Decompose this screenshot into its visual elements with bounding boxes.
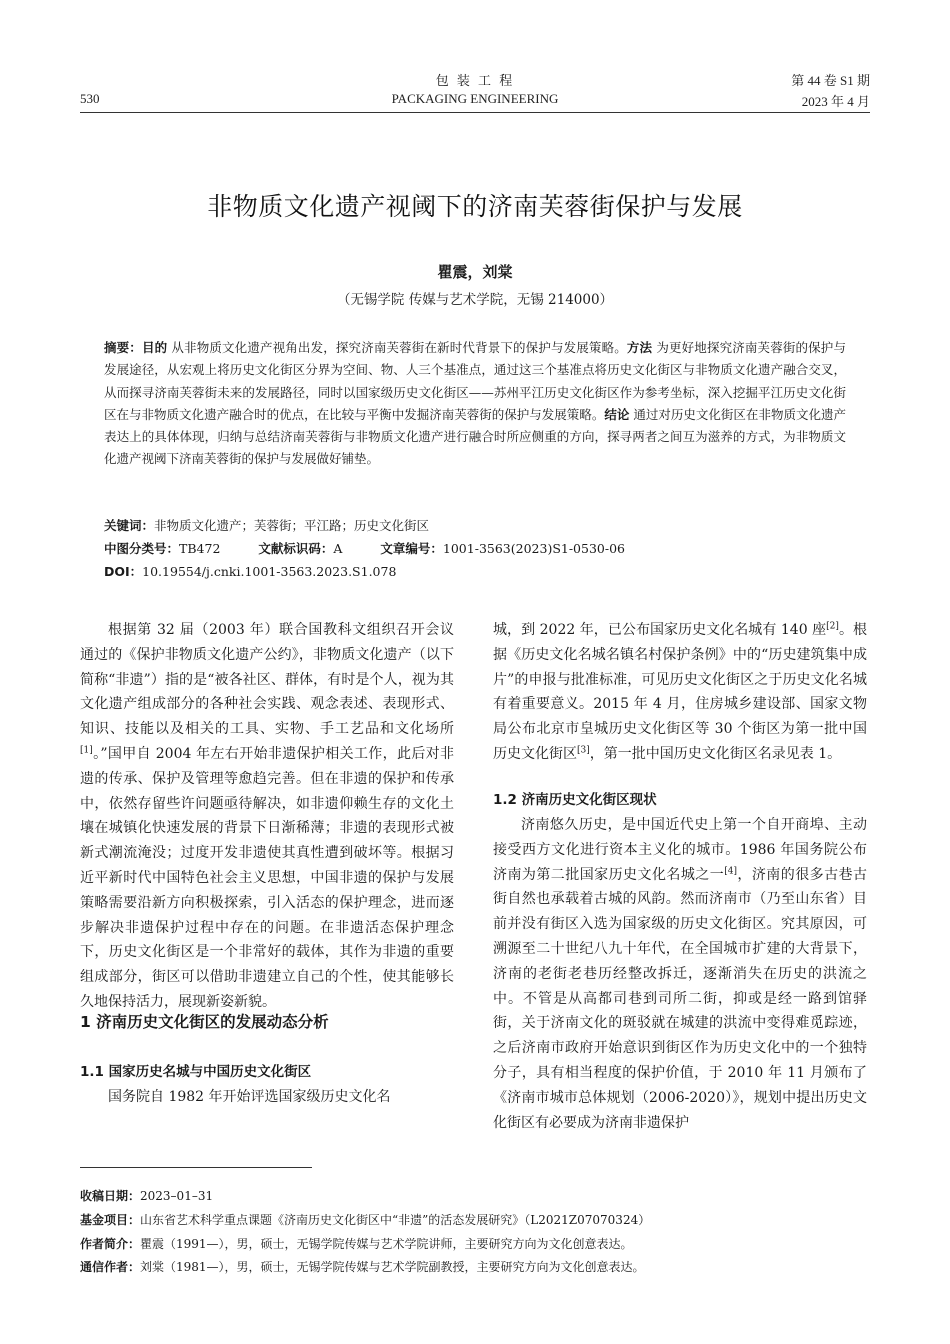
footnote-text: 瞿震（1991—），男，硕士，无锡学院传媒与艺术学院讲师，主要研究方向为文化创意表达。 xyxy=(140,1237,633,1251)
article-no-label: 文章编号： xyxy=(380,541,443,556)
doi xyxy=(104,562,846,582)
article-title: 非物质文化遗产视阈下的济南芙蓉街保护与发展 xyxy=(207,192,743,221)
footnote-corresponding xyxy=(80,1256,870,1278)
volume-issue: 第 44 卷 S1 期 xyxy=(791,73,870,88)
paragraph xyxy=(80,618,454,1015)
citation: [2] xyxy=(826,621,839,632)
subsection-heading: 1.1 国家历史名城与中国历史文化街区 xyxy=(80,1064,312,1080)
footnote-label: 作者简介： xyxy=(80,1237,141,1251)
page-number: 530 xyxy=(80,91,100,106)
journal-name-en: PACKAGING ENGINEERING xyxy=(391,91,559,106)
article-authors: 瞿震，刘棠 xyxy=(437,263,513,281)
subsection-heading: 1.2 济南历史文化街区现状 xyxy=(493,792,657,808)
journal-name-cn: 包 装 工 程 xyxy=(435,74,515,89)
body-left-column-cont xyxy=(80,1085,454,1110)
paragraph-text: 。”国甲自 2004 年左右开始非遗保护相关工作，此后对非遗的传承、保护及管理等愈趋完善。但在非遗的保护和传承中，依然存留些许问题亟待解决，如非遗仰赖生存的文化土壤在城镇化快速发展的背景下日渐稀薄；非遗的表现形式被新式潮流淹没；过度开发非遗使其真性遭到破坏等。根据习近平新时代中国特色社会主义思想，中国非遗的保护与发展策略需要沿新方向积极探索，引入活态的保护理念，进而逐步解决非遗保护过程中存在的问题。在非遗活态保护理念下，历史文化街区是一个非常好的载体，其作为非遗的重要组成部分，街区可以借助非遗建立自己的个性，使其能够长久地保持活力，展现新姿新貌。 xyxy=(80,745,454,1010)
doc-code-value: A xyxy=(333,541,343,556)
footnote-label: 通信作者： xyxy=(80,1260,141,1274)
abstract-method-label: 方法 xyxy=(626,340,653,355)
citation: [4] xyxy=(724,865,737,876)
paragraph xyxy=(493,618,867,767)
footnote-label: 收稿日期： xyxy=(80,1189,141,1203)
paragraph: 国务院自 1982 年开始评选国家级历史文化名 xyxy=(108,1089,391,1105)
section-heading: 1 济南历史文化街区的发展动态分析 xyxy=(80,1013,329,1031)
article-no-value: 1001-3563(2023)S1-0530-06 xyxy=(442,541,625,556)
classification xyxy=(104,539,846,559)
abstract-conclusion-label: 结论 xyxy=(604,406,630,422)
footnote-text: 山东省艺术科学重点课题《济南历史文化街区中“非遗”的活态发展研究》（L2021Z07070324） xyxy=(140,1213,651,1227)
issue-date: 2023 年 4 月 xyxy=(801,94,870,109)
footnote-label: 基金项目： xyxy=(80,1213,141,1227)
footnote-author xyxy=(80,1233,870,1255)
doi-value: 10.19554/j.cnki.1001-3563.2023.S1.078 xyxy=(142,564,397,579)
article-affiliation: （无锡学院 传媒与艺术学院，无锡 214000） xyxy=(336,292,614,308)
abstract-method: 为更好地探究济南芙蓉街的保护与发展途径，从宏观上将历史文化街区分界为空间、物、人三个基准点，通过这三个基准点将历史文化街区与非物质文化遗产融合交叉，从而探寻济南芙蓉街未来的发展路径，同时以国家级历史文化街区——苏州平江历史文化街区作为参考坐标，深入挖掘平江历史文化街区在与非物质文化遗产融合时的优点，在比较与平衡中发掘济南芙蓉街的保护与发展策略。 xyxy=(104,340,846,422)
citation: [3] xyxy=(577,745,590,756)
keywords-label: 关键词： xyxy=(104,518,155,533)
paragraph-text: 济南悠久历史，是中国近代史上第一个自开商埠、主动接受西方文化进行资本主义化的城市。1986 年国务院公布济南为第二批国家历史文化名城之一 xyxy=(493,817,867,883)
footnote-text: 刘棠（1981—），男，硕士，无锡学院传媒与艺术学院副教授，主要研究方向为文化创意表达。 xyxy=(140,1260,645,1274)
footnote-fund xyxy=(80,1209,870,1231)
abstract-purpose: 从非物质文化遗产视角出发，探究济南芙蓉街在新时代背景下的保护与发展策略。 xyxy=(167,340,627,355)
doc-code-label: 文献标识码： xyxy=(258,541,334,556)
footnote-text: 2023–01–31 xyxy=(140,1189,214,1203)
doi-label: DOI： xyxy=(104,564,143,579)
footnote-rule xyxy=(80,1167,312,1168)
body-left-column xyxy=(80,618,454,1015)
paragraph-text: 。根据《历史文化名城名镇名村保护条例》中的“历史建筑集中成片”的申报与批准标准，可见历史文化街区之于历史文化名城有着重要意义。2015 年 4 月，住房城乡建设部、国家文物局公布北京市皇城历史文化街区等 30 个街区为第一批中国历史文化街区 xyxy=(493,622,867,762)
abstract xyxy=(104,337,846,471)
paragraph-text: 城，到 2022 年，已公布国家历史文化名城有 140 座 xyxy=(493,622,827,638)
citation: [1] xyxy=(80,745,93,756)
clc-value: TB472 xyxy=(179,541,221,556)
body-right-column xyxy=(493,618,867,767)
clc-label: 中图分类号： xyxy=(104,541,180,556)
keywords-text: 非物质文化遗产；芙蓉街；平江路；历史文化街区 xyxy=(154,518,430,533)
paragraph-text: 根据第 32 届（2003 年）联合国教科文组织召开会议通过的《保护非物质文化遗产公约》，非物质文化遗产（以下简称“非遗”）指的是“被各社区、群体，有时是个人，视为其文化遗产组成部分的各种社会实践、观念表述、表现形式、知识、技能以及相关的工具、实物、手工艺品和文化场所 xyxy=(80,622,454,738)
abstract-purpose-label: 目的 xyxy=(141,340,168,355)
body-right-column-cont xyxy=(493,813,867,1135)
paragraph xyxy=(493,813,867,1135)
footnote-received xyxy=(80,1185,870,1207)
abstract-conclusion: 通过对历史文化街区在非物质文化遗产表达上的具体体现，归纳与总结济南芙蓉街与非物质文化遗产进行融合时所应侧重的方向，探寻两者之间互为滋养的方式，为非物质文化遗产视阈下济南芙蓉街的保护与发展做好铺垫。 xyxy=(104,406,846,467)
paragraph-text: ，第一批中国历史文化街区名录见表 1。 xyxy=(589,745,842,762)
abstract-label: 摘要： xyxy=(104,340,142,355)
header-rule xyxy=(80,112,870,113)
paragraph-text: ，济南的很多古巷古街自然也承载着古城的风韵。然而济南市（乃至山东省）目前并没有街区入选为国家级的历史文化街区。究其原因，可溯源至二十世纪八九十年代，在全国城市扩建的大背景下，济南的老街老巷历经整改拆迁，逐渐消失在历史的洪流之中。不管是从高都司巷到司所二街，抑或是经一路到馆驿街，关于济南文化的斑驳就在城建的洪流中变得难觅踪迹，之后济南市政府开始意识到街区作为历史文化中的一个独特分子，具有相当程度的保护价值，于 2010 年 11 月颁布了《济南市城市总体规划（2006-2020）》，规划中提出历史文化街区有必要成为济南非遗保护 xyxy=(493,866,868,1131)
keywords xyxy=(104,516,846,536)
